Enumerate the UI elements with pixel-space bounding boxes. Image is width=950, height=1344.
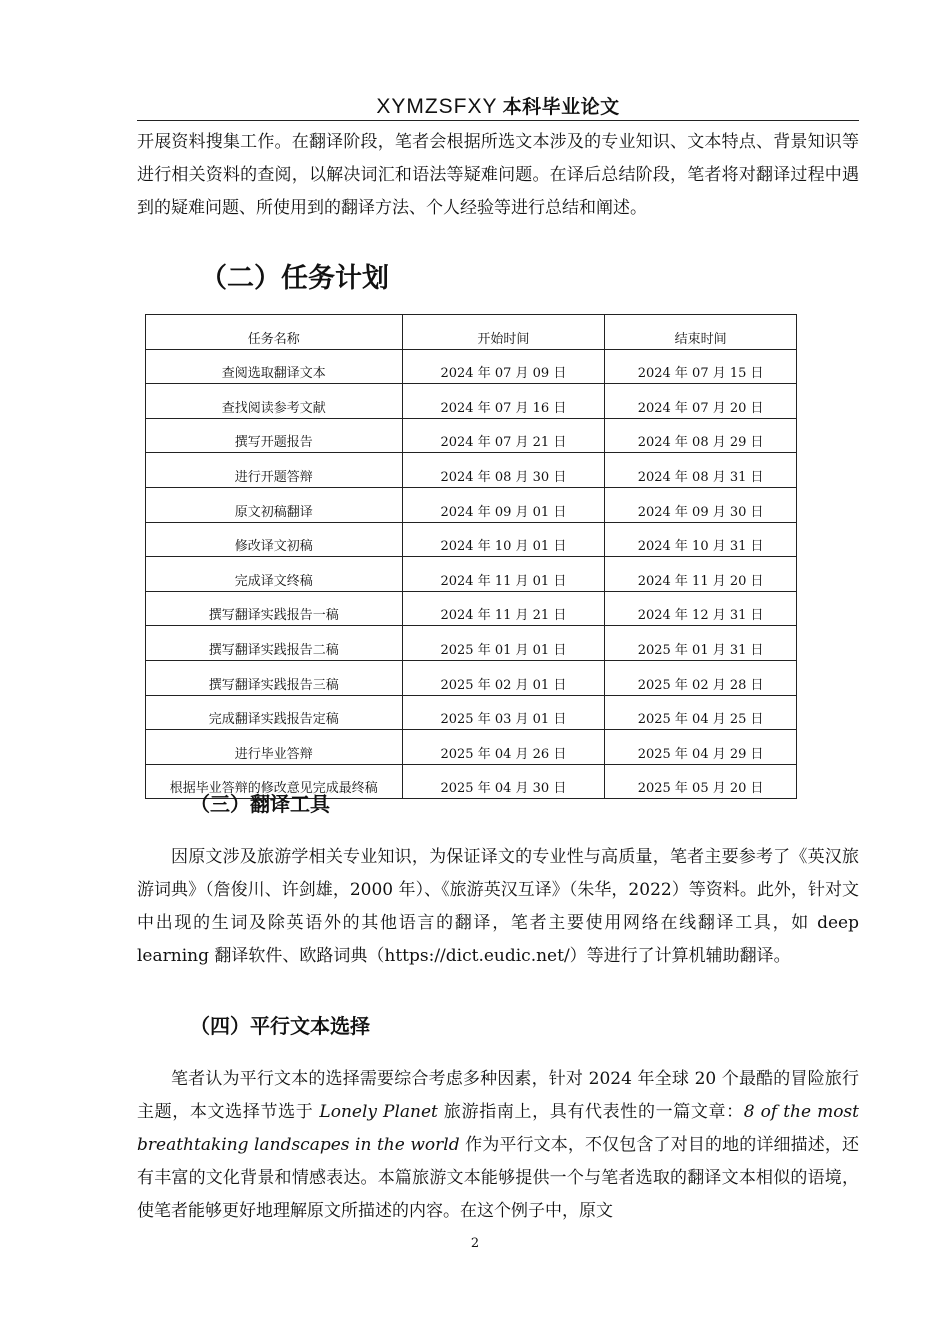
end-time-cell: 2024 年 07 月 20 日 xyxy=(605,384,797,419)
table-row xyxy=(146,487,797,522)
start-time-cell: 2025 年 03 月 01 日 xyxy=(402,695,605,730)
end-time-cell: 2024 年 12 月 31 日 xyxy=(605,591,797,626)
end-time-cell: 2025 年 01 月 31 日 xyxy=(605,626,797,661)
start-time-cell: 2024 年 07 月 09 日 xyxy=(402,349,605,384)
intro-paragraph: 开展资料搜集工作。在翻译阶段，笔者会根据所选文本涉及的专业知识、文本特点、背景知识等进行相关资料的查阅，以解决词汇和语法等疑难问题。在译后总结阶段，笔者将对翻译过程中遇到的疑难问题、所使用到的翻译方法、个人经验等进行总结和阐述。 xyxy=(137,132,859,218)
section4-text-3: 作为平行文本，不仅包含了对目的地的详细描述，还有丰富的文化背景和情感表达。本篇旅游文本能够提供一个与笔者选取的翻译文本相似的语境，使笔者能够更好地理解原文所描述的内容。在这个例子中，原文 xyxy=(137,1135,860,1221)
start-time-cell: 2024 年 08 月 30 日 xyxy=(402,453,605,488)
section4-italic-title-1: Lonely Planet xyxy=(319,1102,438,1122)
section3-title: （三）翻译工具 xyxy=(190,792,330,816)
task-plan-table xyxy=(145,314,797,799)
start-time-cell: 2024 年 10 月 01 日 xyxy=(402,522,605,557)
table-row xyxy=(146,453,797,488)
table-row xyxy=(146,660,797,695)
table-row xyxy=(146,349,797,384)
table-row xyxy=(146,730,797,765)
start-time-cell: 2025 年 04 月 26 日 xyxy=(402,730,605,765)
table-row xyxy=(146,626,797,661)
end-time-cell: 2025 年 04 月 25 日 xyxy=(605,695,797,730)
end-time-cell: 2024 年 08 月 31 日 xyxy=(605,453,797,488)
task-name-cell: 查阅选取翻译文本 xyxy=(146,349,403,384)
task-name-cell: 完成译文终稿 xyxy=(146,557,403,592)
header-end-time: 结束时间 xyxy=(605,315,797,350)
task-name-cell: 进行毕业答辩 xyxy=(146,730,403,765)
start-time-cell: 2025 年 01 月 01 日 xyxy=(402,626,605,661)
task-name-cell: 撰写翻译实践报告一稿 xyxy=(146,591,403,626)
table-row xyxy=(146,418,797,453)
start-time-cell: 2025 年 04 月 30 日 xyxy=(402,764,605,799)
task-name-cell: 原文初稿翻译 xyxy=(146,487,403,522)
section3-paragraph: 因原文涉及旅游学相关专业知识，为保证译文的专业性与高质量，笔者主要参考了《英汉旅游词典》（詹俊川、许剑雄，2000 年）、《旅游英汉互译》（朱华，2022）等资料。此外，针对文中出现的生词及除英语外的其他语言的翻译，笔者主要使用网络在线翻译工具，如 deep learning 翻译软件、欧路词典（https://dict.eudic.net/）等进行了计算机辅助翻译。 xyxy=(137,847,859,966)
header-task-name: 任务名称 xyxy=(146,315,403,350)
table-row xyxy=(146,591,797,626)
start-time-cell: 2024 年 11 月 21 日 xyxy=(402,591,605,626)
end-time-cell: 2024 年 11 月 20 日 xyxy=(605,557,797,592)
end-time-cell: 2024 年 09 月 30 日 xyxy=(605,487,797,522)
task-name-cell: 撰写翻译实践报告三稿 xyxy=(146,660,403,695)
table-header-row xyxy=(146,315,797,350)
table-row xyxy=(146,522,797,557)
section2-title: （二）任务计划 xyxy=(200,263,389,294)
start-time-cell: 2025 年 02 月 01 日 xyxy=(402,660,605,695)
page-header xyxy=(137,92,859,121)
task-name-cell: 修改译文初稿 xyxy=(146,522,403,557)
task-name-cell: 进行开题答辩 xyxy=(146,453,403,488)
header-code: XYMZSFXY xyxy=(376,95,498,118)
start-time-cell: 2024 年 09 月 01 日 xyxy=(402,487,605,522)
section4-text-2: 旅游指南上，具有代表性的一篇文章： xyxy=(437,1102,744,1122)
table-row xyxy=(146,557,797,592)
task-name-cell: 撰写开题报告 xyxy=(146,418,403,453)
start-time-cell: 2024 年 11 月 01 日 xyxy=(402,557,605,592)
start-time-cell: 2024 年 07 月 21 日 xyxy=(402,418,605,453)
end-time-cell: 2024 年 10 月 31 日 xyxy=(605,522,797,557)
task-name-cell: 根据毕业答辩的修改意见完成最终稿 xyxy=(146,764,403,799)
table-row xyxy=(146,384,797,419)
section4-paragraph xyxy=(137,1063,859,1228)
header-label: 本科毕业论文 xyxy=(502,96,620,118)
table-row xyxy=(146,695,797,730)
start-time-cell: 2024 年 07 月 16 日 xyxy=(402,384,605,419)
section4-italic-title-2: 8 of the most breathtaking landscapes in the world xyxy=(137,1102,859,1155)
end-time-cell: 2024 年 07 月 15 日 xyxy=(605,349,797,384)
task-name-cell: 撰写翻译实践报告二稿 xyxy=(146,626,403,661)
task-name-cell: 完成翻译实践报告定稿 xyxy=(146,695,403,730)
end-time-cell: 2025 年 04 月 29 日 xyxy=(605,730,797,765)
end-time-cell: 2024 年 08 月 29 日 xyxy=(605,418,797,453)
header-start-time: 开始时间 xyxy=(402,315,605,350)
section4-text-1: 笔者认为平行文本的选择需要综合考虑多种因素，针对 2024 年全球 20 个最酷的冒险旅行主题，本文选择节选于 xyxy=(137,1069,859,1122)
page-number: 2 xyxy=(470,1236,480,1251)
section4-title: （四）平行文本选择 xyxy=(190,1014,370,1038)
end-time-cell: 2025 年 05 月 20 日 xyxy=(605,764,797,799)
task-name-cell: 查找阅读参考文献 xyxy=(146,384,403,419)
end-time-cell: 2025 年 02 月 28 日 xyxy=(605,660,797,695)
